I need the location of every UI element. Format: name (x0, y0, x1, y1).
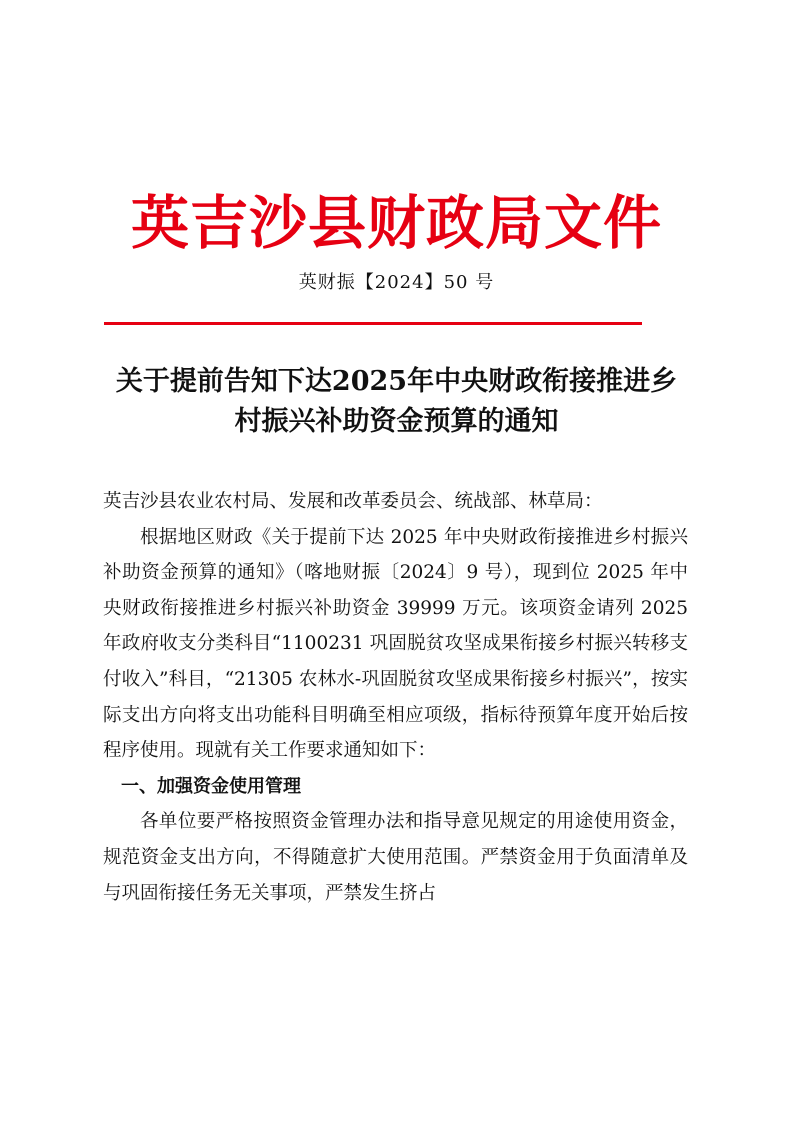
section-heading-1: 一、加强资金使用管理 (121, 775, 301, 797)
document-header-title: 英吉沙县财政局文件 (130, 189, 662, 257)
body-paragraph-1: 根据地区财政《关于提前下达 2025 年中央财政衔接推进乡村振兴补助资金预算的通知》（喀地财振〔2024〕9 号），现到位 2025 年中央财政衔接推进乡村振兴补助资金 39999 万元。该项资金请列 2025 年政府收支分类科目“1100231 巩固脱贫攻坚成果衔接乡村振兴转移支付收入”科目，“21305 农林水-巩固脱贫攻坚成果衔接乡村振兴”，按实际支出方向将支出功能科目明确至相应项级，指标待预算年度开始后按程序使用。现就有关工作要求通知如下： (103, 526, 688, 762)
document-title-line-2: 村振兴补助资金预算的通知 (234, 406, 559, 437)
red-separator-line (104, 322, 642, 325)
document-number: 英财振【2024】50 号 (298, 272, 495, 293)
recipients-line: 英吉沙县农业农村局、发展和改革委员会、统战部、林草局： (103, 491, 603, 512)
document-body (103, 484, 688, 911)
document-title (90, 362, 703, 442)
body-paragraph-2: 各单位要严格按照资金管理办法和指导意见规定的用途使用资金，规范资金支出方向，不得随意扩大使用范围。严禁资金用于负面清单及与巩固衔接任务无关事项，严禁发生挤占 (103, 811, 688, 904)
document-title-line-1: 关于提前告知下达2025年中央财政衔接推进乡 (115, 366, 678, 397)
